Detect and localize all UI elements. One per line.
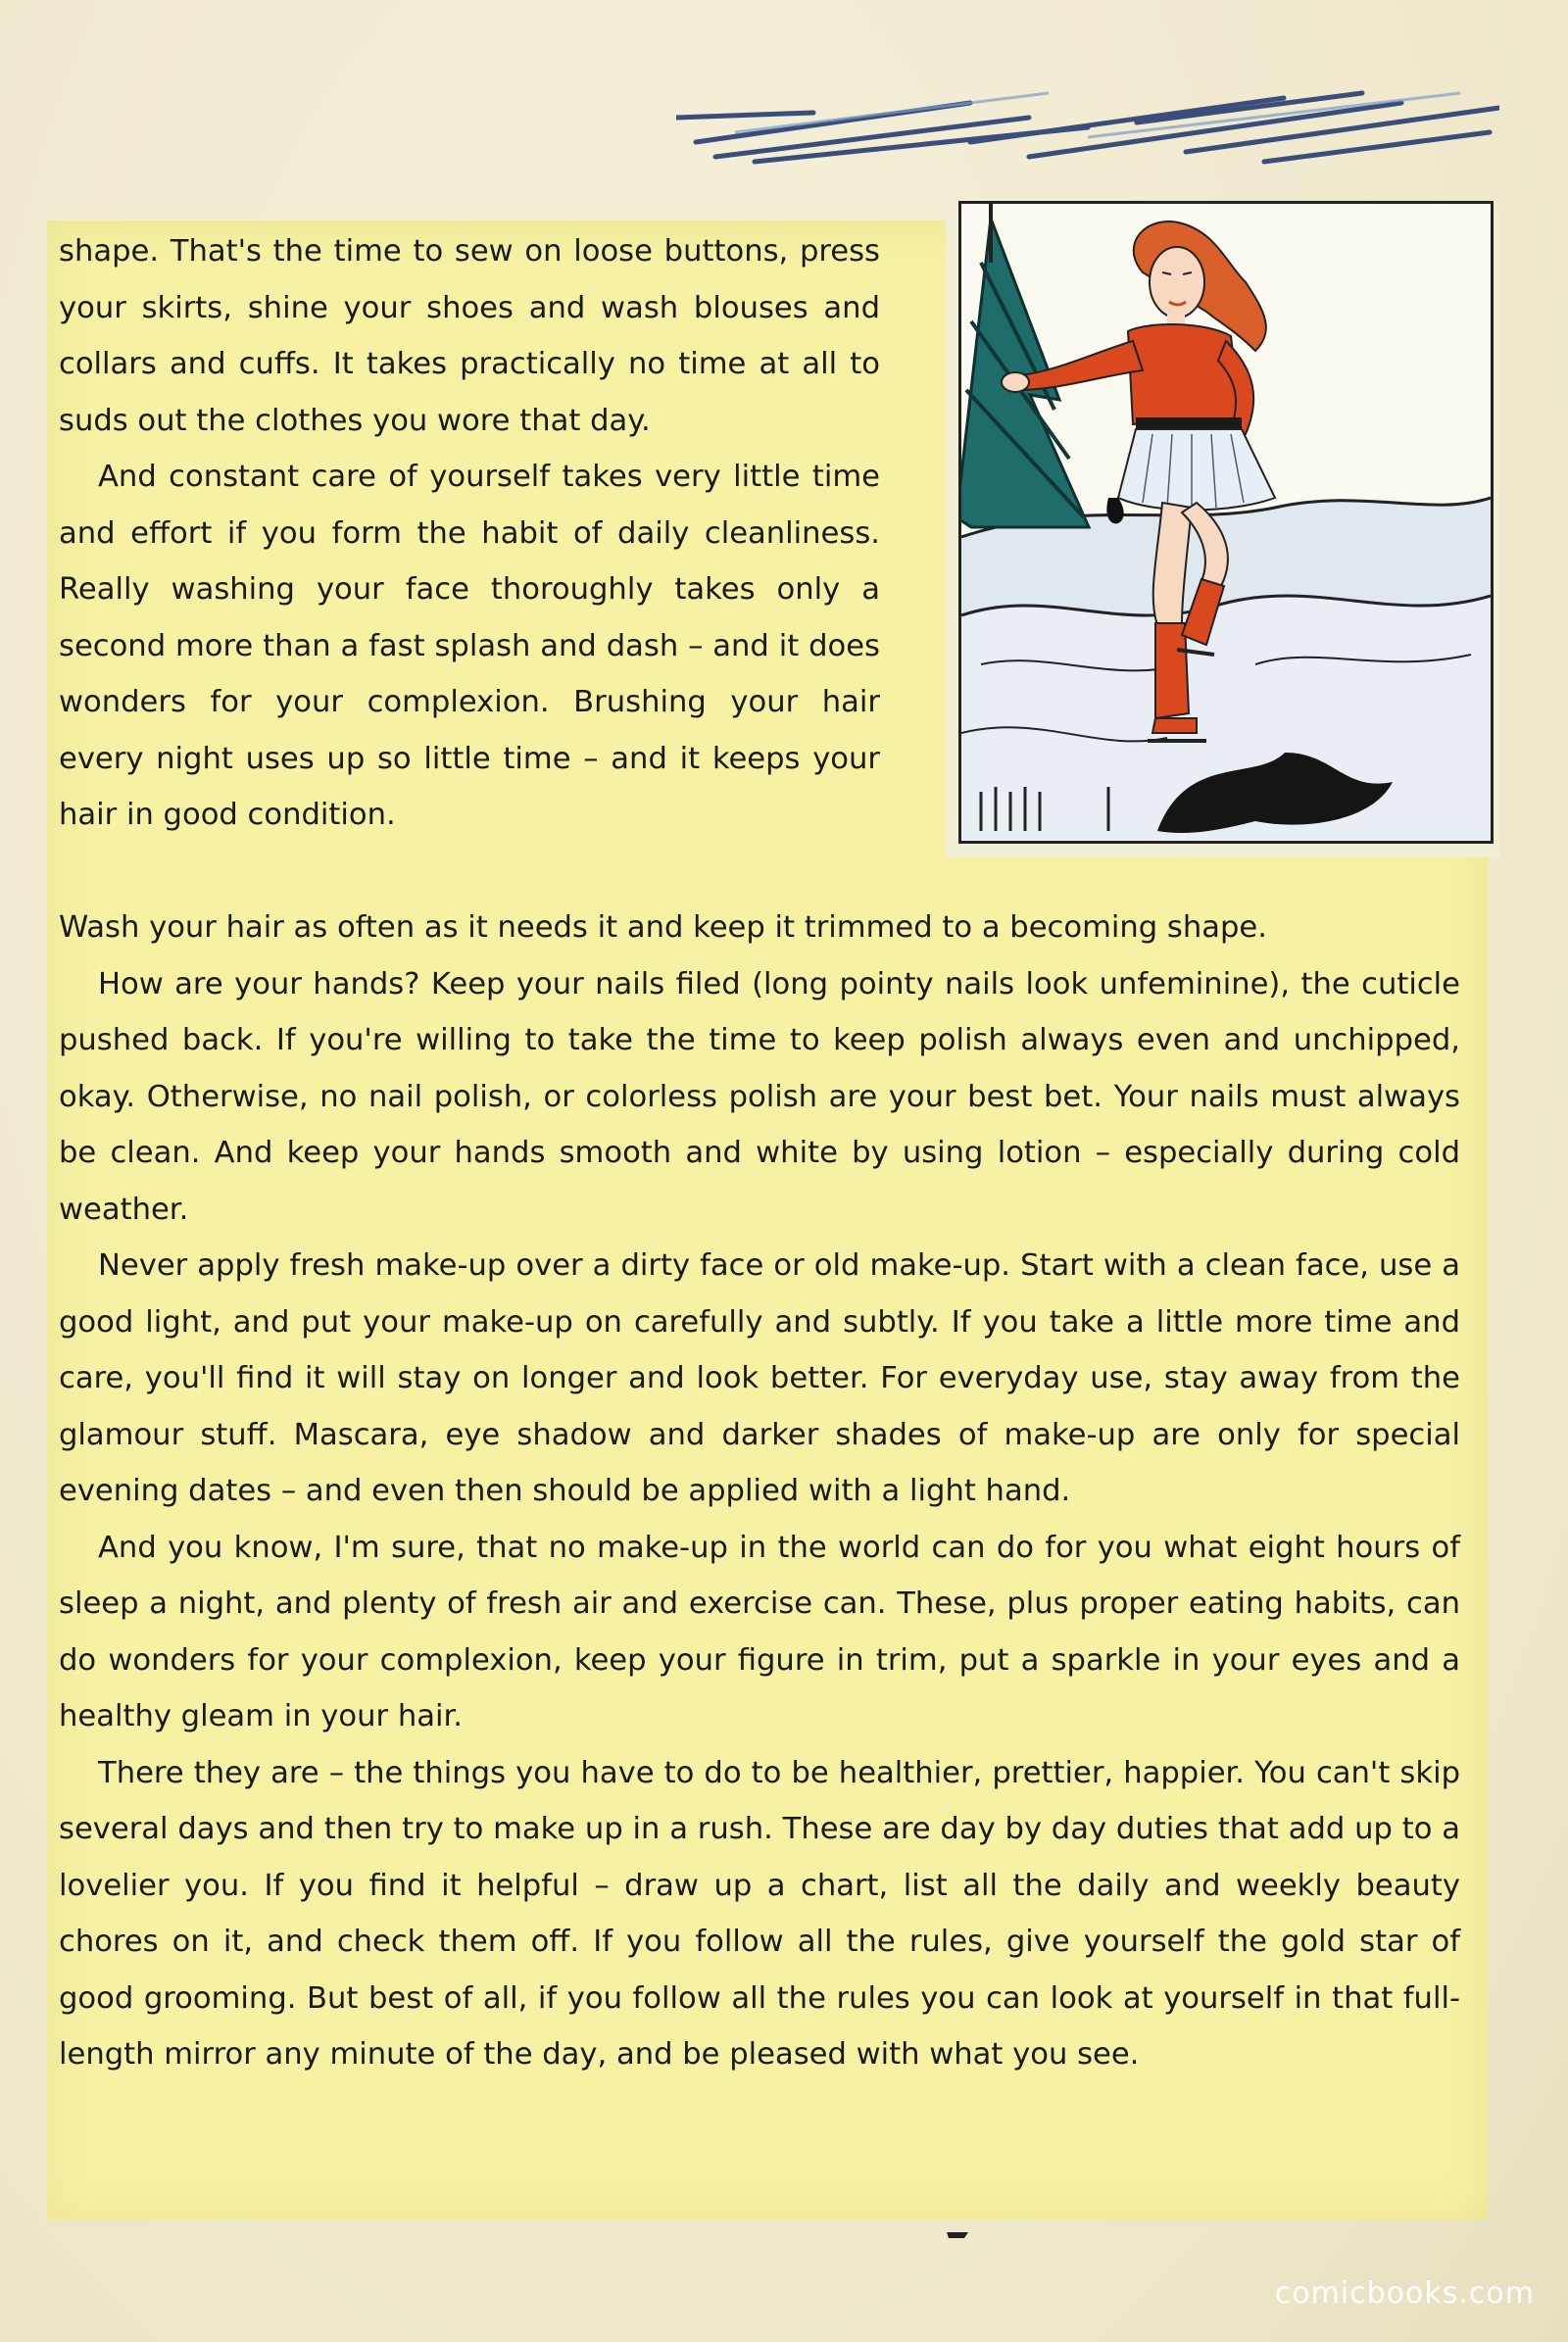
article-paragraph: Never apply fresh make-up over a dirty face or old make-up. Start with a clean face, use a good light, and put your make-up on carefully and subtly. If you take a little more time and care, you'll find it will stay on longer and look better. For everyday use, stay away from the glamour stuff. Mascara, eye shadow and darker shades of make-up are only for special evening dates – and even then should be applied with a light hand. xyxy=(59,1248,1460,1508)
article-paragraph: There they are – the things you have to do to be healthier, prettier, happier. You can't skip several days and then try to make up in a rush. These are day by day duties that add up to a lovelier you. If you find it helpful – draw up a chart, list all the daily and weekly beauty chores on it, and check them off. If you follow all the rules, give yourself the gold star of good grooming. But best of all, if you follow all the rules you can look at yourself in that full-length mirror any minute of the day, and be pleased with what you see. xyxy=(59,1755,1460,2072)
article-text-column-bottom xyxy=(59,900,1460,2083)
page-end-mark xyxy=(947,2230,968,2240)
article-paragraph: And constant care of yourself takes very little time and effort if you form the habit of daily cleanliness. Really washing your face thoroughly takes only a second more than a fast splash and dash – and it does wonders for your complexion. Brushing your hair every night uses up so little time – and it keeps your hair in good condition. xyxy=(59,460,880,832)
watermark: comicbooks.com xyxy=(1274,2276,1535,2311)
article-paragraph: And you know, I'm sure, that no make-up in the world can do for you what eight hours of sleep a night, and plenty of fresh air and exercise can. These, plus proper eating habits, can do wonders for your complexion, keep your figure in trim, put a sparkle in your eyes and a healthy gleam in your hair. xyxy=(59,1530,1460,1733)
article-paragraph: shape. That's the time to sew on loose buttons, press your skirts, shine your shoes and wash blouses and collars and cuffs. It takes practically no time at all to suds out the clothes you wore that day. xyxy=(59,234,880,438)
article-text-column-top xyxy=(59,223,880,844)
skater-illustration xyxy=(958,201,1494,844)
article-paragraph: Wash your hair as often as it needs it and keep it trimmed to a becoming shape. xyxy=(59,910,1267,945)
sky-streaks-decoration xyxy=(676,64,1499,171)
article-paragraph: How are your hands? Keep your nails filed (long pointy nails look unfeminine), the cuticle pushed back. If you're willing to take the time to keep polish always even and unchipped, okay. Otherwise, no nail polish, or colorless polish are your best bet. Your nails must always be clean. And keep your hands smooth and white by using lotion – especially during cold weather. xyxy=(59,966,1460,1227)
